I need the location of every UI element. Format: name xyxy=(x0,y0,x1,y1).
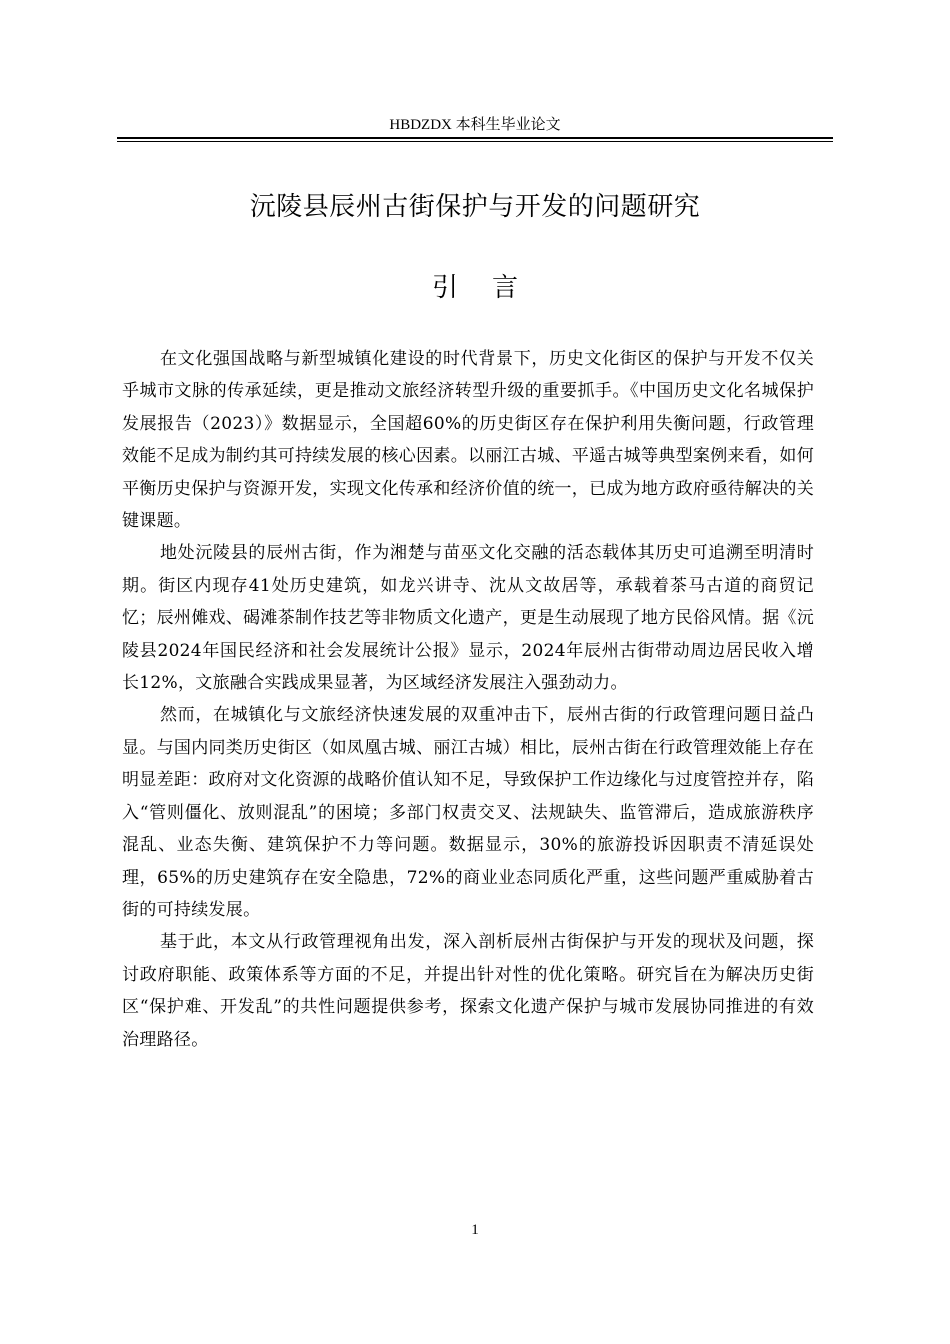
paragraph-3: 然而，在城镇化与文旅经济快速发展的双重冲击下，辰州古街的行政管理问题日益凸显。与国内同类历史街区（如凤凰古城、丽江古城）相比，辰州古街在行政管理效能上存在明显差距：政府对文化资源的战略价值认知不足，导致保护工作边缘化与过度管控并存，陷入“管则僵化、放则混乱”的困境；多部门权责交叉、法规缺失、监管滞后，造成旅游秩序混乱、业态失衡、建筑保护不力等问题。数据显示，30%的旅游投诉因职责不清延误处理，65%的历史建筑存在安全隐患，72%的商业业态同质化严重，这些问题严重威胁着古街的可持续发展。 xyxy=(122,705,814,920)
page-number: 1 xyxy=(471,1222,479,1238)
section-heading-introduction: 引言 xyxy=(431,273,552,303)
header-double-rule xyxy=(117,137,833,142)
running-header: HBDZDX 本科生毕业论文 xyxy=(389,117,561,133)
paragraph-4: 基于此，本文从行政管理视角出发，深入剖析辰州古街保护与开发的现状及问题，探讨政府职能、政策体系等方面的不足，并提出针对性的优化策略。研究旨在为解决历史街区“保护难、开发乱”的共性问题提供参考，探索文化遗产保护与城市发展协同推进的有效治理路径。 xyxy=(122,932,814,1050)
document-title: 沅陵县辰州古街保护与开发的问题研究 xyxy=(249,192,701,222)
paragraph-2: 地处沅陵县的辰州古街，作为湘楚与苗巫文化交融的活态载体其历史可追溯至明清时期。街区内现存41处历史建筑，如龙兴讲寺、沈从文故居等，承载着茶马古道的商贸记忆；辰州傩戏、碣滩茶制作技艺等非物质文化遗产，更是生动展现了地方民俗风情。据《沅陵县2024年国民经济和社会发展统计公报》显示，2024年辰州古街带动周边居民收入增长12%，文旅融合实践成果显著，为区域经济发展注入强劲动力。 xyxy=(122,543,814,694)
body-text xyxy=(122,343,814,1056)
paragraph-1: 在文化强国战略与新型城镇化建设的时代背景下，历史文化街区的保护与开发不仅关乎城市文脉的传承延续，更是推动文旅经济转型升级的重要抓手。《中国历史文化名城保护发展报告（2023）》数据显示，全国超60%的历史街区存在保护利用失衡问题，行政管理效能不足成为制约其可持续发展的核心因素。以丽江古城、平遥古城等典型案例来看，如何平衡历史保护与资源开发，实现文化传承和经济价值的统一，已成为地方政府亟待解决的关键课题。 xyxy=(122,349,814,532)
